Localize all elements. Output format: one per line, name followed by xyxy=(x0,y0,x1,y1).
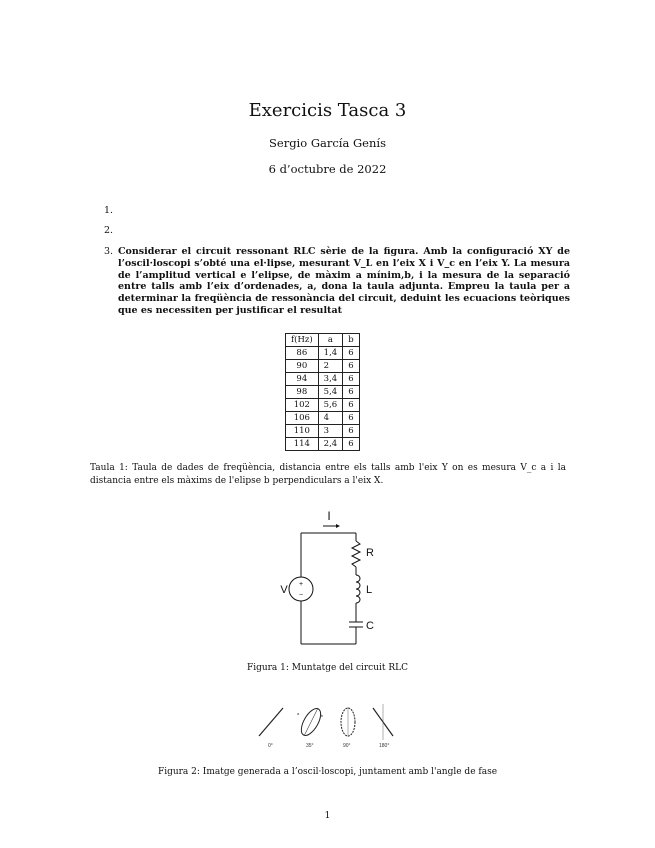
table-row xyxy=(286,412,360,425)
inductor-label: L xyxy=(366,584,373,596)
paper-title: Exercicis Tasca 3 xyxy=(248,100,407,121)
table-cell: 6 xyxy=(343,425,359,438)
rlc-circuit-diagram xyxy=(270,505,390,653)
table-row xyxy=(286,438,360,451)
table-row xyxy=(286,399,360,412)
table-cell: 5,4 xyxy=(318,386,343,399)
table-row xyxy=(286,360,360,373)
table-cell: 98 xyxy=(286,386,319,399)
angle-label-90: 90° xyxy=(343,743,351,749)
figure-1-caption: Figura 1: Muntatge del circuit RLC xyxy=(246,663,409,673)
table-cell: 6 xyxy=(343,386,359,399)
table-row xyxy=(286,386,360,399)
oscilloscope-figure xyxy=(255,700,405,752)
inductor-icon xyxy=(356,575,360,603)
table-caption: Taula 1: Taula de dades de freqüència, distancia entre els talls amb l'eix Y on es mesura V_c a i la distancia entre els màxims de l'elipse b perpendiculars a l'eix X. xyxy=(90,463,566,486)
table-row xyxy=(286,347,360,360)
table-cell: 86 xyxy=(286,347,319,360)
table-cell: 110 xyxy=(286,425,319,438)
data-table xyxy=(285,333,360,451)
table-cell: 114 xyxy=(286,438,319,451)
mark-b: b xyxy=(321,713,324,718)
table-row xyxy=(286,425,360,438)
problem-statement: Considerar el circuit ressonant RLC sèrie de la figura. Amb la configuració XY de l’oscil·loscopi s’obté una el·lipse, mesurant V_L en l’eix X i V_c en l’eix Y. La mesura de l’amplitud vertical e l’elipse, de màxim a mínim,b, i la mesura de la separació entre talls amb l’eix d’ordenades, a, dona la taula adjunta. Empreu la taula per a determinar la freqüència de ressonància del circuit, deduint les ecuacions teòriques que es necessiten per justificar el resultat xyxy=(118,246,570,316)
paper-date: 6 d’octubre de 2022 xyxy=(268,162,387,176)
resistor-label: R xyxy=(366,547,374,559)
table-cell: 3,4 xyxy=(318,373,343,386)
table-cell: 6 xyxy=(343,360,359,373)
current-label: I xyxy=(327,509,331,523)
table-header-cell: a xyxy=(318,334,343,347)
table-header-row xyxy=(286,334,360,347)
table-cell: 102 xyxy=(286,399,319,412)
table-cell: 5,6 xyxy=(318,399,343,412)
source-plus: + xyxy=(298,581,304,588)
source-label: V xyxy=(280,584,288,596)
table-cell: 6 xyxy=(343,347,359,360)
angle-label-35: 35° xyxy=(306,743,314,749)
mark-a: a xyxy=(297,711,300,716)
figure-2-caption: Figura 2: Imatge generada a l’oscil·loscopi, juntament amb l'angle de fase xyxy=(157,767,498,777)
table-cell: 1,4 xyxy=(318,347,343,360)
source-minus: − xyxy=(298,592,304,599)
table-cell: 6 xyxy=(343,412,359,425)
list-item-number: 1. xyxy=(104,205,114,216)
list-item-number: 2. xyxy=(104,225,114,236)
table-cell: 106 xyxy=(286,412,319,425)
current-arrowhead xyxy=(336,524,340,528)
trace-axis-35 xyxy=(304,708,318,736)
table-cell: 2 xyxy=(318,360,343,373)
table-row xyxy=(286,373,360,386)
angle-label-0: 0° xyxy=(268,743,273,749)
table-header-cell: b xyxy=(343,334,359,347)
list-item-number: 3. xyxy=(104,246,114,257)
paper-author: Sergio García Genís xyxy=(269,136,386,150)
table-cell: 2,4 xyxy=(318,438,343,451)
table-cell: 90 xyxy=(286,360,319,373)
page-number: 1 xyxy=(324,811,331,821)
table-cell: 4 xyxy=(318,412,343,425)
table-cell: 6 xyxy=(343,373,359,386)
table-cell: 6 xyxy=(343,399,359,412)
angle-label-180: 180° xyxy=(379,743,390,749)
table-header-cell: f(Hz) xyxy=(286,334,319,347)
table-cell: 94 xyxy=(286,373,319,386)
resistor-icon xyxy=(352,541,360,567)
capacitor-label: C xyxy=(366,620,374,632)
table-cell: 3 xyxy=(318,425,343,438)
trace-line-0 xyxy=(259,708,283,736)
table-cell: 6 xyxy=(343,438,359,451)
